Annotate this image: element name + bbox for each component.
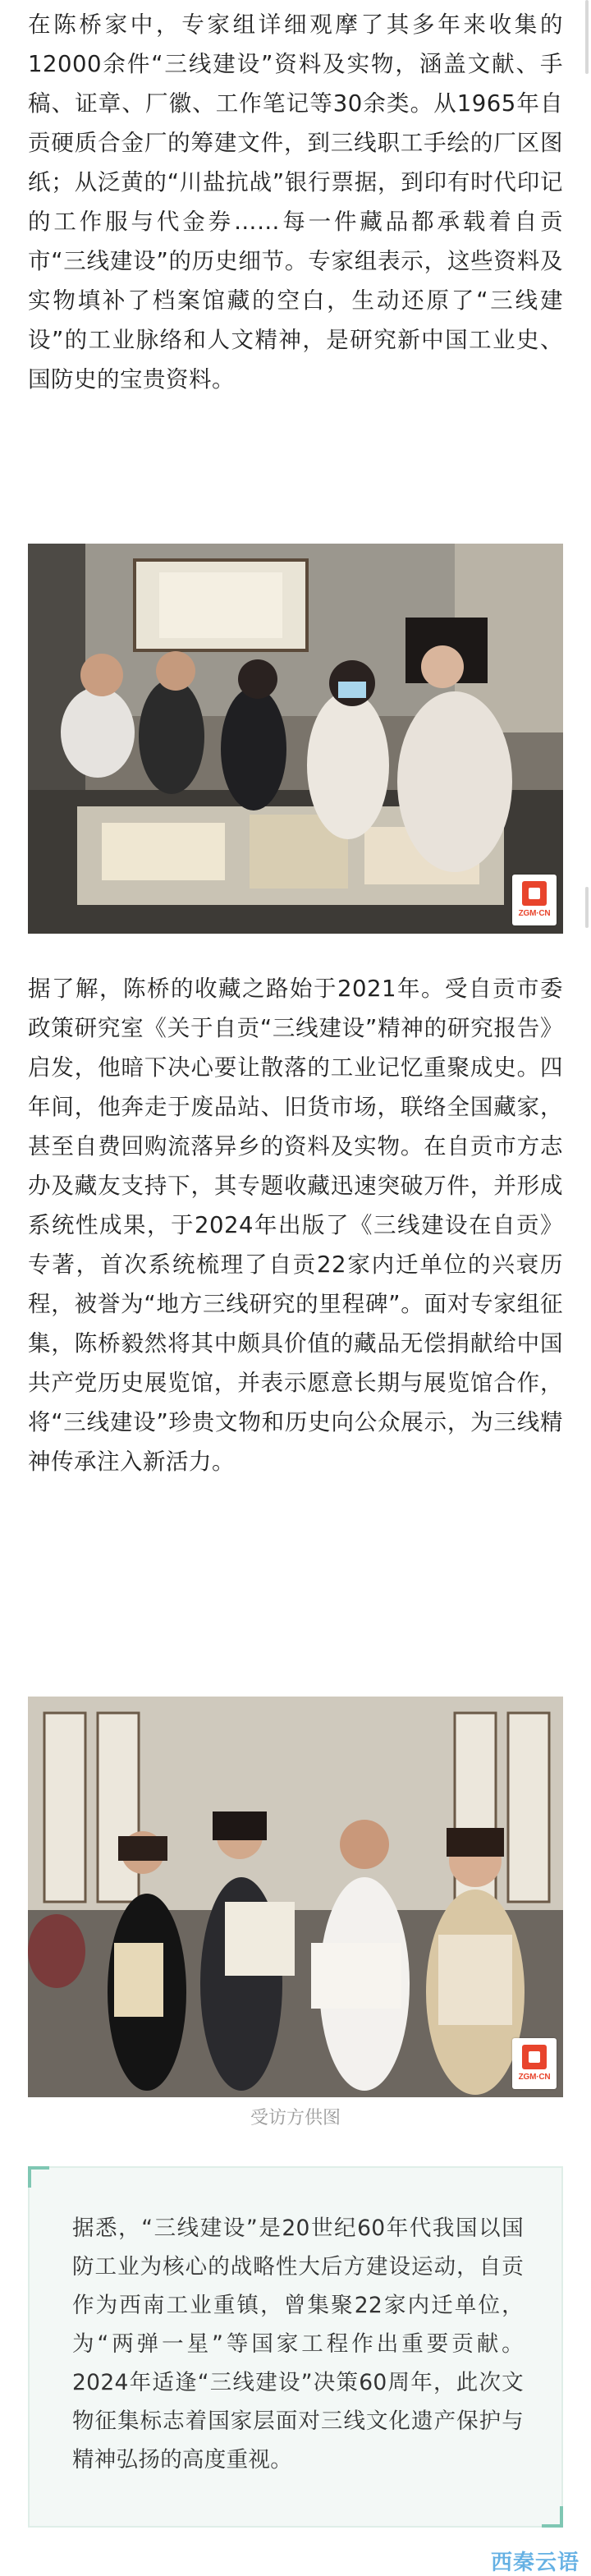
source-watermark: 西秦云语 bbox=[490, 2551, 580, 2575]
badge-logo-icon bbox=[522, 881, 547, 906]
badge-label: ZGM·CN bbox=[518, 2073, 551, 2082]
photo-source-badge-2 bbox=[512, 2038, 557, 2089]
photo-donation-scene bbox=[28, 1697, 563, 2097]
article-photo-donation bbox=[28, 1697, 563, 2097]
badge-label: ZGM·CN bbox=[518, 909, 551, 918]
photo-caption: 受访方供图 bbox=[250, 2108, 341, 2128]
article-photo-inspection bbox=[28, 544, 563, 934]
quote-corner-top-left-icon bbox=[28, 2166, 49, 2188]
article-paragraph-2: 据了解，陈桥的收藏之路始于2021年。受自贡市委政策研究室《关于自贡“三线建设”精神的研究报告》启发，他暗下决心要让散落的工业记忆重聚成史。四年间，他奔走于废品站、旧货市场，联络全国藏家，甚至自费回购流落异乡的资料及实物。在自贡市方志办及藏友支持下，其专题收藏迅速突破万件，并形成系统性成果，于2024年出版了《三线建设在自贡》专著，首次系统梳理了自贡22家内迁单位的兴衰历程，被誉为“地方三线研究的里程碑”。面对专家组征集，陈桥毅然将其中颇具价值的藏品无偿捐献给中国共产党历史展览馆，并表示愿意长期与展览馆合作，将“三线建设”珍贵文物和历史向公众展示，为三线精神传承注入新活力。 bbox=[28, 976, 563, 1475]
scrollbar-thumb[interactable] bbox=[585, 0, 589, 74]
photo-source-badge bbox=[512, 875, 557, 925]
quote-corner-bottom-right-icon bbox=[542, 2506, 563, 2528]
photo-inspection-scene bbox=[28, 544, 563, 934]
background-note-box bbox=[28, 2166, 563, 2528]
badge-logo-icon bbox=[522, 2045, 547, 2069]
article-paragraph-1: 在陈桥家中，专家组详细观摩了其多年来收集的12000余件“三线建设”资料及实物，涵盖文献、手稿、证章、厂徽、工作笔记等30余类。从1965年自贡硬质合金厂的筹建文件，到三线职工手绘的厂区图纸；从泛黄的“川盐抗战”银行票据，到印有时代印记的工作服与代金券……每一件藏品都承载着自贡市“三线建设”的历史细节。专家组表示，这些资料及实物填补了档案馆藏的空白，生动还原了“三线建设”的工业脉络和人文精神，是研究新中国工业史、国防史的宝贵资料。 bbox=[28, 11, 563, 393]
scrollbar-thumb-secondary bbox=[585, 887, 589, 928]
background-note-text: 据悉，“三线建设”是20世纪60年代我国以国防工业为核心的战略性大后方建设运动，自贡作为西南工业重镇，曾集聚22家内迁单位，为“两弹一星”等国家工程作出重要贡献。2024年适逢“三线建设”决策60周年，此次文物征集标志着国家层面对三线文化遗产保护与精神弘扬的高度重视。 bbox=[72, 2216, 524, 2473]
